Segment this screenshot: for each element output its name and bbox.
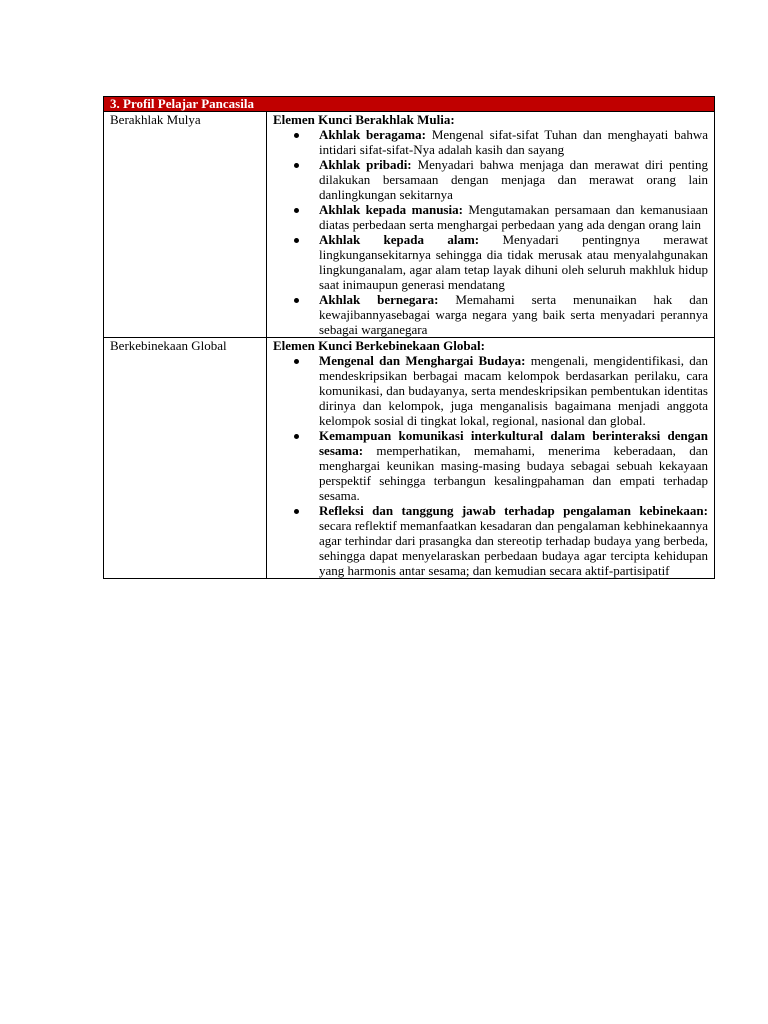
element-list [273,353,708,578]
list-item [319,353,708,428]
row-content [267,112,715,338]
item-text: Menyadari pentingnya merawat lingkungansekitarnya sehingga dia tidak merusak atau menyalahgunakan lingkunganalam, agar alam tetap layak dihuni oleh seluruh makhluk hidup saat inimaupun generasi mendatang [319,232,708,292]
item-text: mengenali, mengidentifikasi, dan mendeskripsikan berbagai macam kelompok berdasarkan perilaku, cara komunikasi, dan budayanya, serta mendeskripsikan pembentukan identitas dirinya dan kelompok, juga menganalisis bagaimana menjadi anggota kelompok sosial di tingkat lokal, regional, nasional dan global. [319,353,708,428]
row-content [267,338,715,579]
list-item [319,127,708,157]
item-text: Menyadari bahwa menjaga dan merawat diri penting dilakukan bersamaan dengan menjaga dan merawat orang lain danlingkungan sekitarnya [319,157,709,202]
item-text: Mengutamakan persamaan dan kemanusiaan diatas perbedaan serta menghargai perbedaan yang ada dengan orang lain [319,202,708,232]
bullet-icon [294,434,299,439]
item-term: Refleksi dan tanggung jawab terhadap pengalaman kebinekaan: [319,503,708,518]
table-row [104,338,715,579]
list-item [319,503,708,578]
item-term: Akhlak bernegara: [319,292,439,307]
bullet-icon [294,163,299,168]
item-text: memperhatikan, memahami, menerima keberadaan, dan menghargai keunikan masing-masing budaya sebagai sebuah kekayaan perspektif sehingga terbangun kesalingpahaman dan empati terhadap sesama. [319,443,708,503]
row-label: Berkebinekaan Global [104,338,267,579]
table-header-row [104,97,715,112]
table-row [104,112,715,338]
row-label: Berakhlak Mulya [104,112,267,338]
list-item [319,157,708,202]
item-text: Memahami serta menunaikan hak dan kewajibannyasebagai warga negara yang baik serta menyadari perannya sebagai warganegara [319,292,708,337]
list-item [319,232,708,292]
item-term: Kemampuan komunikasi interkultural dalam berinteraksi dengan sesama: [319,428,708,458]
profil-table [103,96,715,579]
item-term: Akhlak pribadi: [319,157,412,172]
bullet-icon [294,359,299,364]
bullet-icon [294,298,299,303]
element-heading: Elemen Kunci Berakhlak Mulia: [273,112,455,127]
element-heading: Elemen Kunci Berkebinekaan Global: [273,338,485,353]
item-term: Akhlak kepada alam: [319,232,480,247]
item-term: Akhlak beragama: [319,127,426,142]
element-list [273,127,708,337]
item-text: Mengenal sifat-sifat Tuhan dan menghayati bahwa intidari sifat-sifat-Nya adalah kasih dan sayang [319,127,708,157]
bullet-icon [294,133,299,138]
bullet-icon [294,238,299,243]
bullet-icon [294,208,299,213]
item-text: secara reflektif memanfaatkan kesadaran dan pengalaman kebhinekaannya agar terhindar dari prasangka dan stereotip terhadap budaya yang berbeda, sehingga dapat menyelaraskan perbedaan budaya agar tercipta kehidupan yang harmonis antar sesama; dan kemudian secara aktif-partisipatif [319,518,708,578]
list-item [319,428,708,503]
section-title: 3. Profil Pelajar Pancasila [104,97,715,112]
item-term: Akhlak kepada manusia: [319,202,463,217]
list-item [319,292,708,337]
item-term: Mengenal dan Menghargai Budaya: [319,353,526,368]
bullet-icon [294,509,299,514]
list-item [319,202,708,232]
